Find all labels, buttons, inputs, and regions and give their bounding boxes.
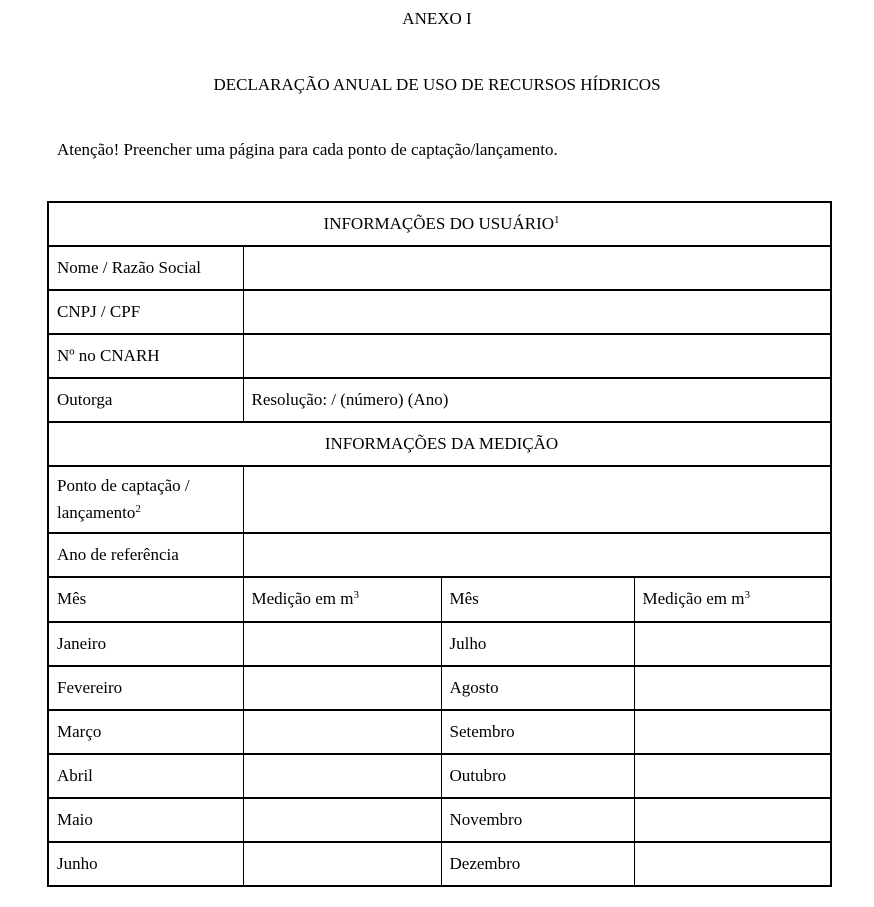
month-dezembro-label — [441, 842, 634, 886]
column-header-text: Mês — [449, 589, 479, 609]
month-fevereiro-value — [243, 666, 441, 710]
month-column-header-left — [48, 577, 243, 622]
month-label-text: Junho — [57, 853, 98, 873]
user-info-header-text: INFORMAÇÕES DO USUÁRIO — [323, 213, 555, 233]
month-abril-label — [48, 754, 243, 798]
attention-note: Atenção! Preencher uma página para cada ponto de captação/lançamento. — [57, 140, 558, 159]
table-row — [48, 533, 831, 577]
page-title: ANEXO I — [402, 9, 472, 28]
table-row — [48, 710, 831, 754]
month-agosto-label — [441, 666, 634, 710]
month-junho-value — [243, 842, 441, 886]
month-setembro-value — [634, 710, 831, 754]
outorga-value — [243, 378, 831, 422]
measurement-section-header — [48, 422, 831, 466]
ponto-captacao-label — [48, 466, 243, 533]
column-header-text: Mês — [57, 589, 87, 609]
month-setembro-label — [441, 710, 634, 754]
field-label-text: Ano de referência — [57, 544, 179, 564]
month-label-text: Abril — [57, 765, 93, 785]
ano-referencia-value — [243, 533, 831, 577]
nome-razao-social-value — [243, 246, 831, 290]
measurement-column-header-right — [634, 577, 831, 622]
month-label-text: Julho — [449, 633, 487, 653]
table-row — [48, 466, 831, 533]
month-label-text: Outubro — [449, 765, 507, 785]
measurement-unit-superscript: 3 — [744, 589, 750, 602]
month-column-header-right — [441, 577, 634, 622]
table-row — [48, 666, 831, 710]
month-outubro-value — [634, 754, 831, 798]
table-row — [48, 842, 831, 886]
month-fevereiro-label — [48, 666, 243, 710]
month-maio-label — [48, 798, 243, 842]
user-info-header-superscript: 1 — [554, 213, 560, 226]
table-row — [48, 754, 831, 798]
column-header-text: Medição em m — [642, 589, 745, 609]
user-info-section-header — [48, 202, 831, 246]
table-row — [48, 422, 831, 466]
table-row — [48, 798, 831, 842]
month-label-text: Março — [57, 721, 102, 741]
table-row — [48, 202, 831, 246]
cnpj-cpf-value — [243, 290, 831, 334]
page-subtitle: DECLARAÇÃO ANUAL DE USO DE RECURSOS HÍDRICOS — [213, 75, 661, 94]
month-maio-value — [243, 798, 441, 842]
cnarh-number-label — [48, 334, 243, 378]
field-label-text: Nome / Razão Social — [57, 257, 201, 277]
month-marco-value — [243, 710, 441, 754]
ponto-captacao-value — [243, 466, 831, 533]
field-label-text: Outorga — [57, 389, 113, 409]
field-label-text: Ponto de captação / lançamento — [57, 475, 190, 522]
declaration-table — [47, 201, 832, 887]
ano-referencia-label — [48, 533, 243, 577]
measurement-header-text: INFORMAÇÕES DA MEDIÇÃO — [324, 433, 559, 453]
measurement-unit-superscript: 3 — [353, 589, 359, 602]
table-row — [48, 378, 831, 422]
month-label-text: Setembro — [449, 721, 515, 741]
table-row — [48, 334, 831, 378]
month-label-text: Janeiro — [57, 633, 107, 653]
nome-razao-social-label — [48, 246, 243, 290]
month-outubro-label — [441, 754, 634, 798]
table-row — [48, 290, 831, 334]
table-row — [48, 246, 831, 290]
field-value-text: Resolução: / (número) (Ano) — [251, 389, 449, 409]
month-janeiro-value — [243, 622, 441, 666]
month-marco-label — [48, 710, 243, 754]
field-label-text: Nº no CNARH — [57, 345, 160, 365]
month-novembro-label — [441, 798, 634, 842]
field-label-text: CNPJ / CPF — [57, 301, 141, 321]
month-junho-label — [48, 842, 243, 886]
measurement-column-header-left — [243, 577, 441, 622]
month-label-text: Agosto — [449, 677, 499, 697]
cnarh-number-value — [243, 334, 831, 378]
table-row — [48, 622, 831, 666]
outorga-label — [48, 378, 243, 422]
month-novembro-value — [634, 798, 831, 842]
column-header-text: Medição em m — [251, 589, 354, 609]
month-julho-label — [441, 622, 634, 666]
ponto-captacao-superscript: 2 — [135, 502, 141, 515]
month-dezembro-value — [634, 842, 831, 886]
month-agosto-value — [634, 666, 831, 710]
month-janeiro-label — [48, 622, 243, 666]
month-label-text: Novembro — [449, 809, 523, 829]
month-label-text: Dezembro — [449, 853, 521, 873]
table-row — [48, 577, 831, 622]
month-label-text: Maio — [57, 809, 93, 829]
month-abril-value — [243, 754, 441, 798]
cnpj-cpf-label — [48, 290, 243, 334]
month-julho-value — [634, 622, 831, 666]
month-label-text: Fevereiro — [57, 677, 123, 697]
